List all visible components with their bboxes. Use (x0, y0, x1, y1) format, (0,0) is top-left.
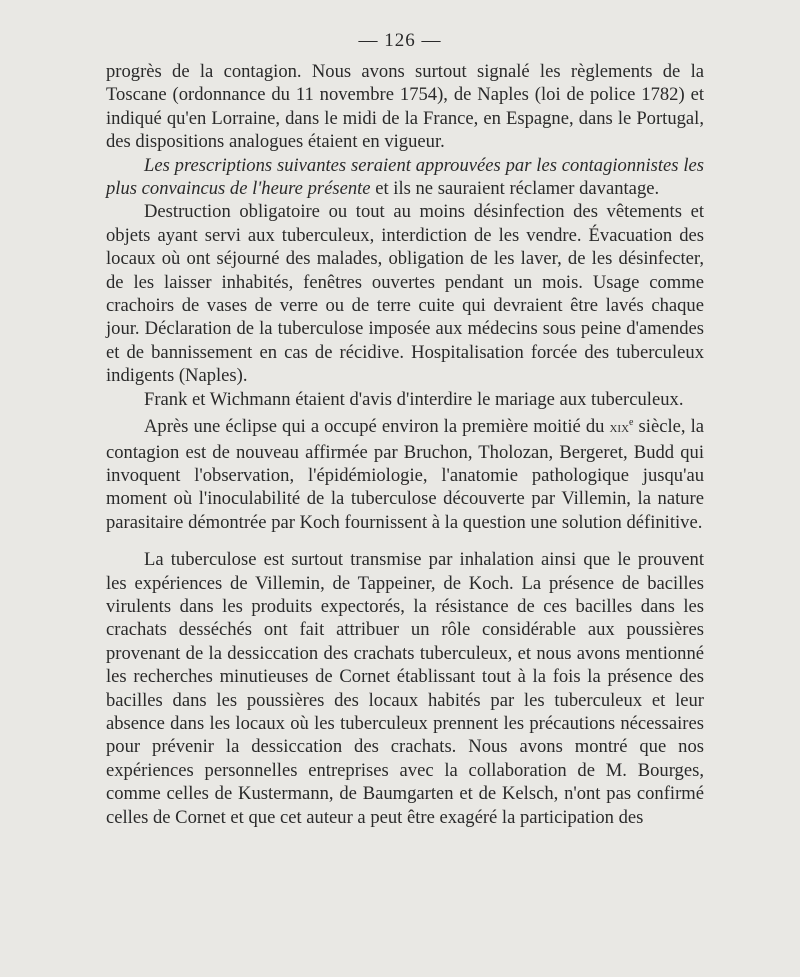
paragraph-destruction: Destruction obligatoire ou tout au moins désinfection des vêtements et objets ayant servi aux tuberculeux, interdiction de les vendre. Évacuation des locaux où ont séjourné des malades, obligation de les laver, de les désinfecter, de les laisser inhabités, fenêtres ouvertes pendant un mois. Usage comme crachoirs de vases de verre ou de terre cuite qui devraient être lavés chaque jour. Déclaration de la tuberculose imposée aux médecins sous peine d'amendes et de bannissement en cas de récidive. Hospitalisation forcée des tuberculeux indigents (Naples). (106, 201, 704, 387)
prescriptions-italic: Les prescriptions suivantes seraient approuvées par les contagionnistes les plus convaincus de l'heure présente (106, 154, 704, 200)
page-number: — 126 — (358, 30, 442, 51)
page-body (106, 60, 704, 829)
paragraph-contagion-regulations: progrès de la contagion. Nous avons surtout signalé les règlements de la Toscane (ordonnance du 11 novembre 1754), de Naples (loi de police 1782) et indiqué qu'en Lorraine, dans le midi de la France, en Espagne, dans le Portugal, des dispositions analogues étaient en vigueur. (106, 61, 704, 153)
paragraph-eclipse (106, 415, 704, 534)
century-superscript: e (629, 416, 634, 428)
eclipse-after: siècle, la contagion est de nouveau affirmée par Bruchon, Tholozan, Bergeret, Budd qui invoquent l'observation, l'épidémiologie, l'anatomie pathologique jusqu'au moment où l'inoculabilité de la tuberculose découverte par Villemin, la nature parasitaire démontrée par Koch fournissent à la question une solution définitive. (106, 416, 704, 533)
prescriptions-rest: et ils ne sauraient réclamer davantage. (370, 178, 660, 200)
paragraph-prescriptions-intro (106, 154, 704, 201)
century-numeral: xix (609, 420, 630, 437)
paragraph-frank-wichmann: Frank et Wichmann étaient d'avis d'interdire le mariage aux tuberculeux. (144, 388, 684, 410)
paragraph-inhalation: La tuberculose est surtout transmise par inhalation ainsi que le prouvent les expériences de Villemin, de Tappeiner, de Koch. La présence de bacilles virulents dans les produits expectorés, la résistance de ces bacilles dans les crachats desséchés ont fait attribuer un rôle considérable aux poussières provenant de la dessiccation des crachats tuberculeux, et nous avons mentionné les recherches minutieuses de Cornet établissant tout à la fois la présence des bacilles dans les poussières des locaux habités par les tuberculeux et leur absence dans les locaux où les tuberculeux prennent les précautions nécessaires pour prévenir la dessiccation des crachats. Nous avons montré que nos expériences personnelles entreprises avec la collaboration de M. Bourges, comme celles de Kustermann, de Baumgarten et de Kelsch, n'ont pas confirmé celles de Cornet et que cet auteur a peut être exagéré la participation des (106, 549, 704, 828)
eclipse-before: Après une éclipse qui a occupé environ la première moitié du (144, 416, 610, 438)
